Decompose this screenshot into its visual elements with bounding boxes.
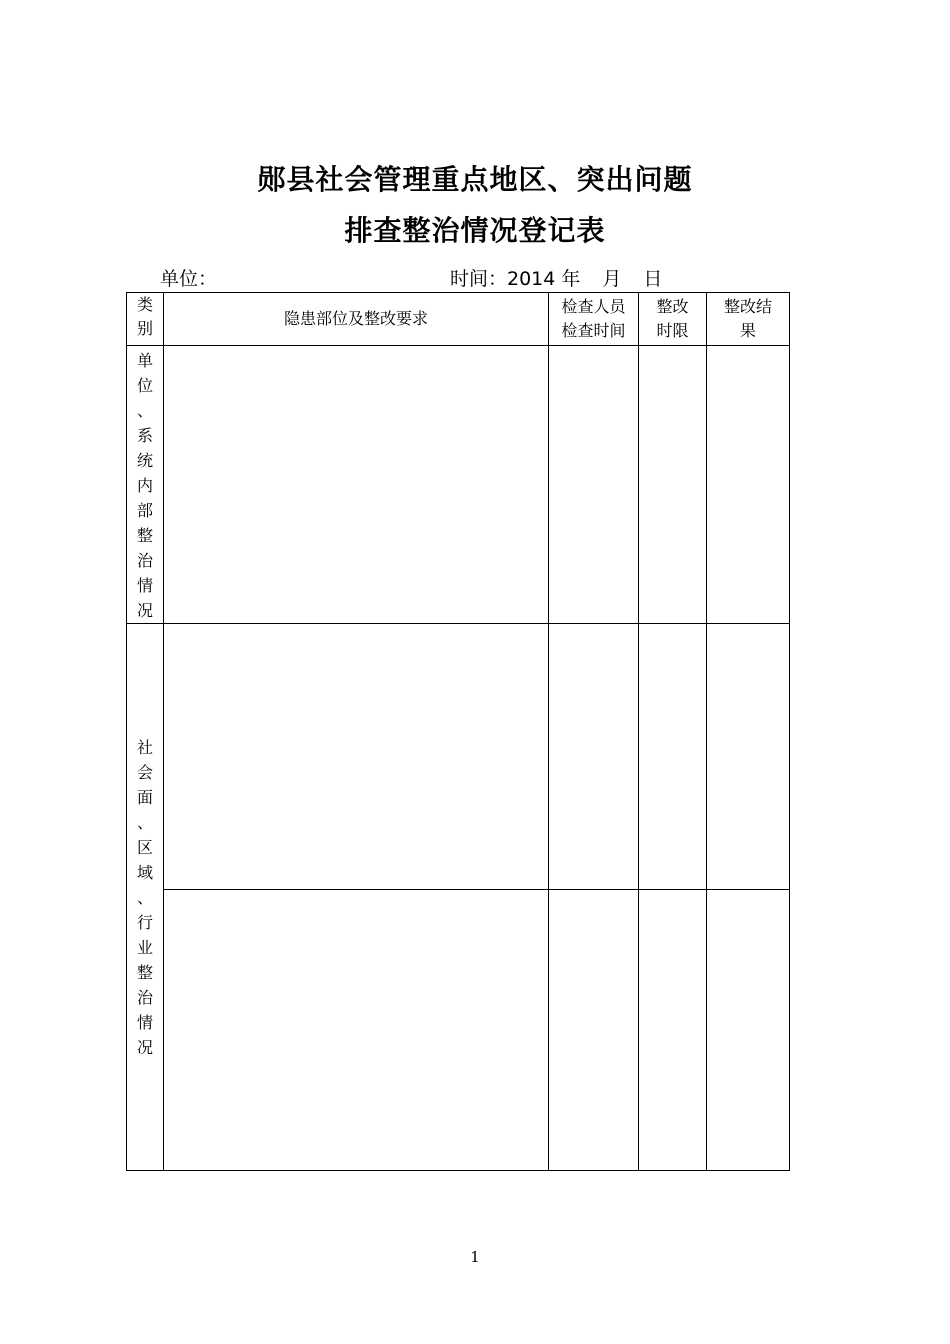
header-issues: 隐患部位及整改要求 <box>164 293 549 346</box>
page-number: 1 <box>470 1248 480 1266</box>
header-result <box>707 293 790 346</box>
section1-char: 况 <box>136 601 153 620</box>
section2-char: 情 <box>136 1012 153 1032</box>
section2a-inspector-cell[interactable] <box>549 624 639 890</box>
section1-category <box>127 346 164 624</box>
section1-issues-cell[interactable] <box>164 346 549 624</box>
day-label: 日 <box>643 268 663 290</box>
header-inspector-line1: 检查人员 <box>561 297 626 316</box>
time-label: 时间：2014 年 <box>450 268 581 290</box>
section2a-deadline-cell[interactable] <box>639 624 707 890</box>
section2-char: 治 <box>136 987 153 1007</box>
section1-char: 单 <box>136 351 153 370</box>
header-result-line2: 果 <box>739 321 756 340</box>
section1-result-cell[interactable] <box>707 346 790 624</box>
section2a-issues-cell[interactable] <box>164 624 549 890</box>
section1-char: 情 <box>136 576 153 595</box>
header-deadline-line1: 整改 <box>656 297 689 316</box>
section1-char: 、 <box>136 401 153 420</box>
section2-char: 面 <box>136 787 153 807</box>
document-title-line1: 郧县社会管理重点地区、突出问题 <box>257 163 693 196</box>
registration-table <box>126 292 790 1171</box>
section1-char: 整 <box>136 526 153 545</box>
section2b-issues-cell[interactable] <box>164 890 549 1171</box>
section1-inspector-cell[interactable] <box>549 346 639 624</box>
date-line <box>450 264 662 291</box>
section2b-deadline-cell[interactable] <box>639 890 707 1171</box>
section2-char: 会 <box>136 762 153 782</box>
section1-char: 部 <box>136 501 153 520</box>
section2-char: 、 <box>136 887 153 907</box>
header-result-line1: 整改结 <box>723 297 772 316</box>
header-category <box>127 293 164 346</box>
section2b-result-cell[interactable] <box>707 890 790 1171</box>
header-inspector-line2: 检查时间 <box>561 321 626 340</box>
section1-char: 统 <box>136 451 153 470</box>
header-deadline-line2: 时限 <box>656 321 689 340</box>
month-label: 月 <box>602 268 622 290</box>
section2-char: 、 <box>136 812 153 832</box>
section2-char: 况 <box>136 1037 153 1057</box>
section1-char: 系 <box>136 426 153 445</box>
header-deadline <box>639 293 707 346</box>
section2a-result-cell[interactable] <box>707 624 790 890</box>
header-category-line1: 类 <box>136 295 153 314</box>
section2-char: 区 <box>136 837 153 857</box>
unit-label: 单位： <box>160 268 218 290</box>
section2-char: 域 <box>136 862 153 882</box>
section2-category <box>127 624 164 1171</box>
header-category-line2: 别 <box>136 319 153 338</box>
section2-char: 整 <box>136 962 153 982</box>
section1-deadline-cell[interactable] <box>639 346 707 624</box>
section1-char: 治 <box>136 551 153 570</box>
header-inspector <box>549 293 639 346</box>
section2b-inspector-cell[interactable] <box>549 890 639 1171</box>
section2-char: 业 <box>136 937 153 957</box>
section1-char: 位 <box>136 376 153 395</box>
section1-char: 内 <box>136 476 153 495</box>
document-title-line2: 排查整治情况登记表 <box>344 214 606 247</box>
section2-char: 行 <box>136 912 153 932</box>
section2-char: 社 <box>136 737 153 757</box>
